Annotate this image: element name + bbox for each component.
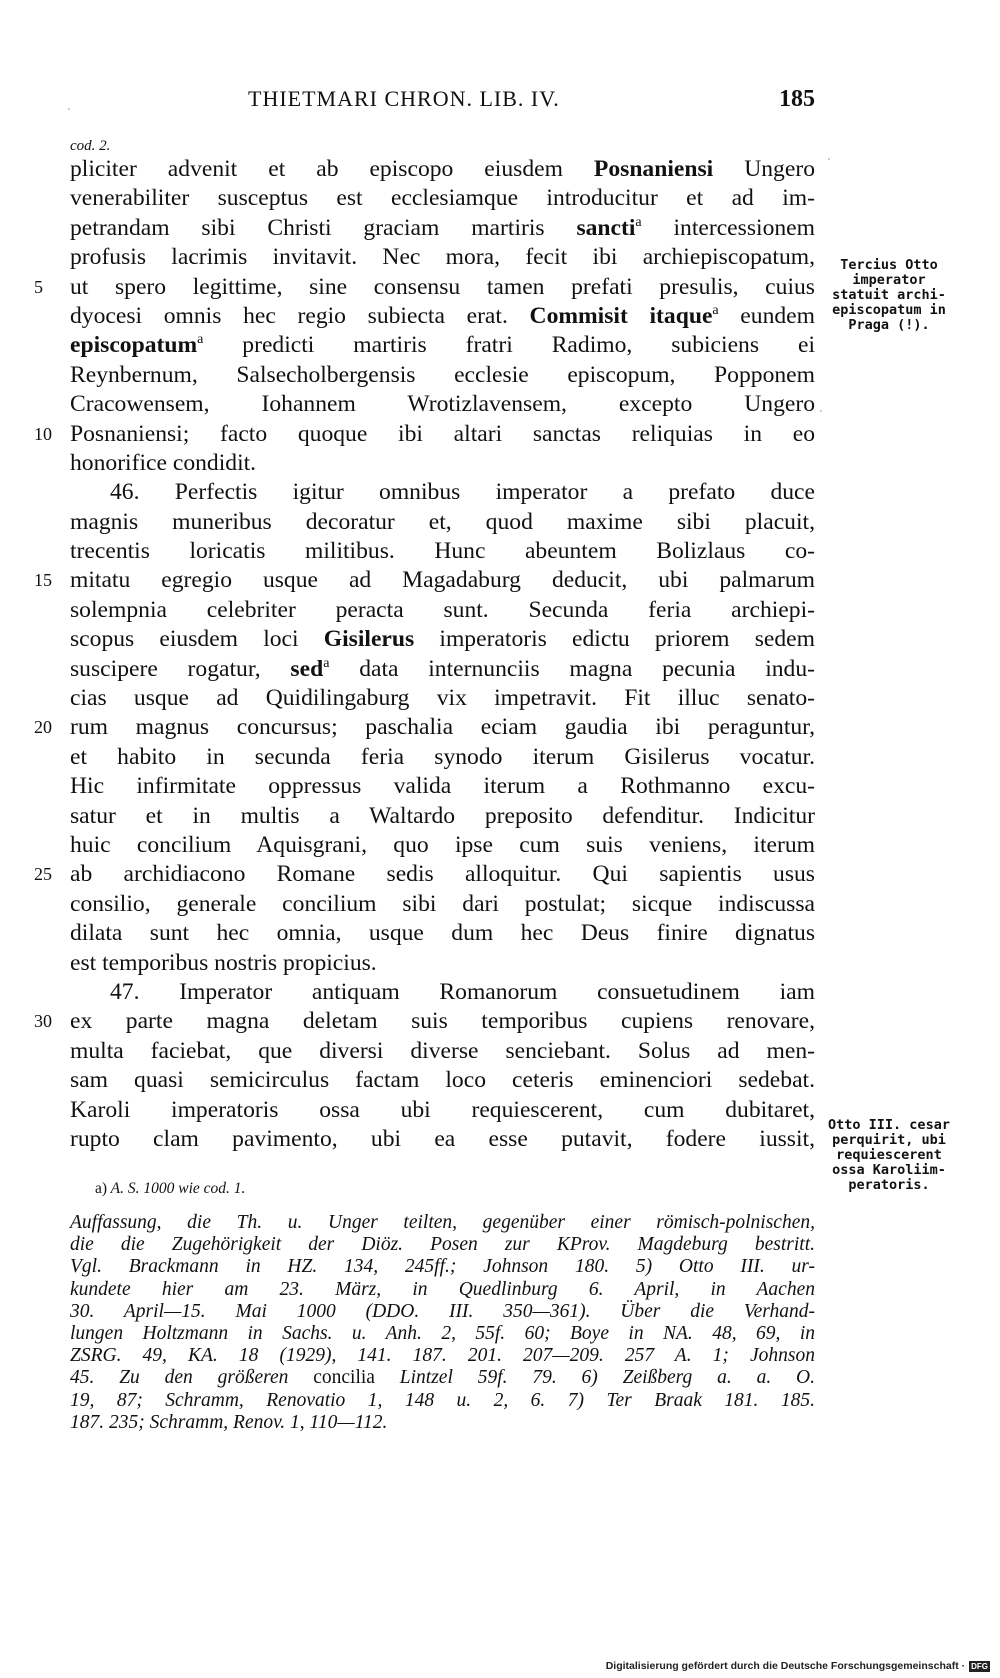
line-number: 10 — [34, 423, 52, 444]
scan-speck — [820, 410, 822, 412]
note-line: Vgl. Brackmann in HZ. 134, 245ff.; Johnson 180. 5) Otto III. ur- — [70, 1256, 815, 1278]
note-line: 45. Zu den größeren concilia Lintzel 59f. 79. 6) Zeißberg a. a. O. — [70, 1367, 815, 1389]
line-number: 15 — [34, 570, 52, 591]
scan-speck — [828, 158, 830, 160]
textual-footnote: a) A. S. 1000 wie cod. 1. — [95, 1180, 246, 1197]
text-line: Karoli imperatoris ossa ubi requiescerent, cum dubitaret, — [70, 1096, 815, 1123]
text-line: 25 ab archidiacono Romane sedis alloquitur. Qui sapientis usus — [70, 860, 815, 889]
text-line: huic concilium Aquisgrani, quo ipse cum suis veniens, iterum — [70, 831, 815, 858]
running-title: THIETMARI CHRON. LIB. IV. — [248, 86, 560, 111]
text-line: profusis lacrimis invitavit. Nec mora, fecit ibi archiepiscopatum, — [70, 244, 815, 271]
main-text — [34, 155, 816, 1154]
text-line: venerabiliter susceptus est ecclesiamque introducitur et ad im- — [70, 185, 815, 212]
margin-note-charlemagne: Otto III. cesar perquirit, ubi requiescerent ossa Karoliim- peratoris. — [828, 1117, 950, 1193]
text-line: scopus eiusdem loci Gisilerus imperatoris edictu priorem sedem — [70, 626, 815, 653]
note-line: 30. April—15. Mai 1000 (DDO. III. 350—361). Über die Verhand- — [70, 1300, 815, 1322]
page-number: 185 — [779, 86, 815, 112]
text-line: dyocesi omnis hec regio subiecta erat. Commisit itaque$^a$ eundem — [70, 302, 815, 329]
text-line: Cracowensem, Iohannem Wrotizlavensem, excepto Ungero — [70, 391, 815, 418]
codex-note: cod. 2. — [70, 138, 111, 154]
note-line: Auffassung, die Th. u. Unger teilten, gegenüber einer römisch-polnischen, — [70, 1212, 815, 1233]
text-line: suscipere rogatur, sed$^a$ data internunciis magna pecunia indu- — [70, 655, 816, 682]
text-line: et habito in secunda feria synodo iterum Gisilerus vocatur. — [70, 743, 815, 770]
text-line: satur et in multis a Waltardo preposito defenditur. Indicitur — [70, 802, 815, 829]
text-line: Hic infirmitate oppressus valida iterum a Rothmanno excu- — [70, 773, 815, 800]
line-number: 20 — [34, 717, 52, 738]
text-line: dilata sunt hec omnia, usque dum hec Deus finire dignatus — [70, 920, 815, 947]
scan-speck — [68, 108, 70, 110]
digitization-credit: Digitalisierung gefördert durch die Deutsche Forschungsgemeinschaft · DFG — [605, 1660, 988, 1672]
text-line: pliciter advenit et ab episcopo eiusdem Posnaniensi Ungero — [70, 156, 815, 182]
text-line: 15 mitatu egregio usque ad Magadaburg deducit, ubi palmarum — [70, 566, 815, 595]
line-number: 5 — [34, 276, 43, 297]
text-line: consilio, generale concilium sibi dari postulat; sicque indiscussa — [70, 890, 815, 917]
text-line: multa faciebat, que diversi diverse senciebant. Solus ad men- — [70, 1037, 815, 1064]
note-line: kundete hier am 23. März, in Quedlinburg 6. April, in Aachen — [70, 1278, 815, 1300]
text-line: 5 ut spero legittime, sine consensu tamen prefati presulis, cuius — [70, 273, 815, 302]
text-line: trecentis loricatis militibus. Hunc abeuntem Bolizlaus co- — [70, 538, 815, 565]
note-line: lungen Holtzmann in Sachs. u. Anh. 2, 55f. 60; Boye in NA. 48, 69, in — [70, 1322, 815, 1344]
note-line: die die Zugehörigkeit der Diöz. Posen zur KProv. Magdeburg bestritt. — [70, 1234, 815, 1256]
commentary-notes — [70, 1212, 815, 1434]
dfg-logo: DFG — [971, 1661, 988, 1671]
text-line: magnis muneribus decoratur et, quod maxime sibi placuit, — [70, 508, 815, 535]
text-line: episcopatum$^a$ predicti martiris fratri Radimo, subiciens ei — [70, 332, 815, 359]
note-line: 19, 87; Schramm, Renovatio 1, 148 u. 2, 6. 7) Ter Braak 181. 185. — [70, 1389, 815, 1411]
note-line: ZSRG. 49, KA. 18 (1929), 141. 187. 201. 207—209. 257 A. 1; Johnson — [70, 1345, 815, 1367]
text-line: solempnia celebriter peracta sunt. Secunda feria archiepi- — [70, 596, 815, 623]
text-line: est temporibus nostris propicius. — [70, 949, 377, 976]
page-header — [70, 86, 815, 126]
text-line: cias usque ad Quidilingaburg vix impetravit. Fit illuc senato- — [70, 685, 815, 712]
note-line: 187. 235; Schramm, Renov. 1, 110—112. — [70, 1411, 388, 1433]
line-number: 25 — [34, 864, 52, 885]
margin-note-prague: Tercius Otto imperator statuit archi- episcopatum in Praga (!). — [832, 257, 946, 333]
text-line: 10 Posnaniensi; facto quoque ibi altari sanctas reliquias in eo — [70, 420, 815, 449]
text-line: petrandam sibi Christi graciam martiris sancti$^a$ intercessionem — [70, 214, 815, 241]
chapter-46-start: 46. Perfectis igitur omnibus imperator a prefato duce — [110, 479, 815, 506]
text-line: 20 rum magnus concursus; paschalia eciam gaudia ibi peraguntur, — [70, 713, 815, 742]
line-number: 30 — [34, 1011, 52, 1032]
text-line: rupto clam pavimento, ubi ea esse putavit, fodere iussit, — [70, 1125, 815, 1152]
text-line: Reynbernum, Salsecholbergensis ecclesie episcopum, Popponem — [70, 361, 815, 388]
text-line: 30 ex parte magna deletam suis temporibus cupiens renovare, — [70, 1007, 815, 1036]
text-line: sam quasi semicirculus factam loco ceteris eminenciori sedebat. — [70, 1067, 815, 1094]
text-line: honorifice condidit. — [70, 449, 257, 476]
chapter-47-start: 47. Imperator antiquam Romanorum consuetudinem iam — [110, 978, 815, 1005]
